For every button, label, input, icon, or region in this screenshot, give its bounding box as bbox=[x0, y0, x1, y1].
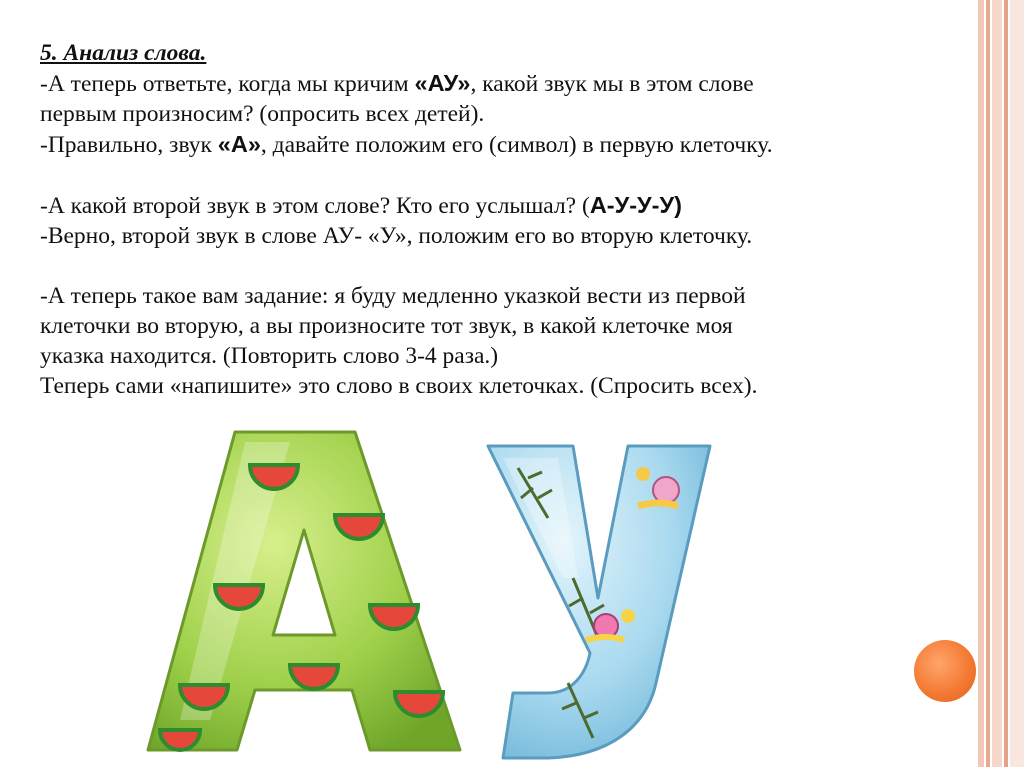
text-span: , давайте положим его (символ) в первую клеточку. bbox=[260, 132, 773, 158]
text-span: , какой звук мы в этом слове bbox=[470, 71, 754, 97]
text-line bbox=[40, 129, 960, 160]
text-line: клеточки во вторую, а вы произносите тот звук, в какой клеточке моя bbox=[40, 313, 733, 339]
decorative-stripe bbox=[992, 0, 1002, 767]
text-line: -А теперь такое вам задание: я буду медленно указкой вести из первой bbox=[40, 283, 746, 309]
decorative-stripe bbox=[1004, 0, 1008, 767]
bold-word: А-У-У-У) bbox=[589, 192, 682, 218]
text-line bbox=[40, 190, 960, 221]
decorative-stripe bbox=[986, 0, 990, 767]
text-span: -А какой второй звук в этом слове? Кто его услышал? ( bbox=[40, 193, 590, 219]
bold-word: «АУ» bbox=[414, 70, 471, 96]
text-line: указка находится. (Повторить слово 3-4 раза.) bbox=[40, 343, 499, 369]
letter-u-illustration bbox=[478, 428, 738, 766]
decorative-stripe bbox=[1010, 0, 1024, 767]
slide-text bbox=[40, 38, 960, 401]
letter-a-illustration bbox=[140, 420, 470, 765]
text-span: -А теперь ответьте, когда мы кричим bbox=[40, 71, 415, 97]
text-line: первым произносим? (опросить всех детей). bbox=[40, 101, 485, 127]
bold-word: «А» bbox=[217, 131, 261, 157]
text-line bbox=[40, 68, 960, 99]
orange-circle-decoration bbox=[914, 640, 976, 702]
text-line: -Верно, второй звук в слове АУ- «У», положим его во вторую клеточку. bbox=[40, 223, 753, 249]
slide-heading: 5. Анализ слова. bbox=[40, 40, 207, 66]
decorative-stripe bbox=[978, 0, 984, 767]
text-line: Теперь сами «напишите» это слово в своих клеточках. (Спросить всех). bbox=[40, 373, 758, 399]
text-span: -Правильно, звук bbox=[40, 132, 218, 158]
